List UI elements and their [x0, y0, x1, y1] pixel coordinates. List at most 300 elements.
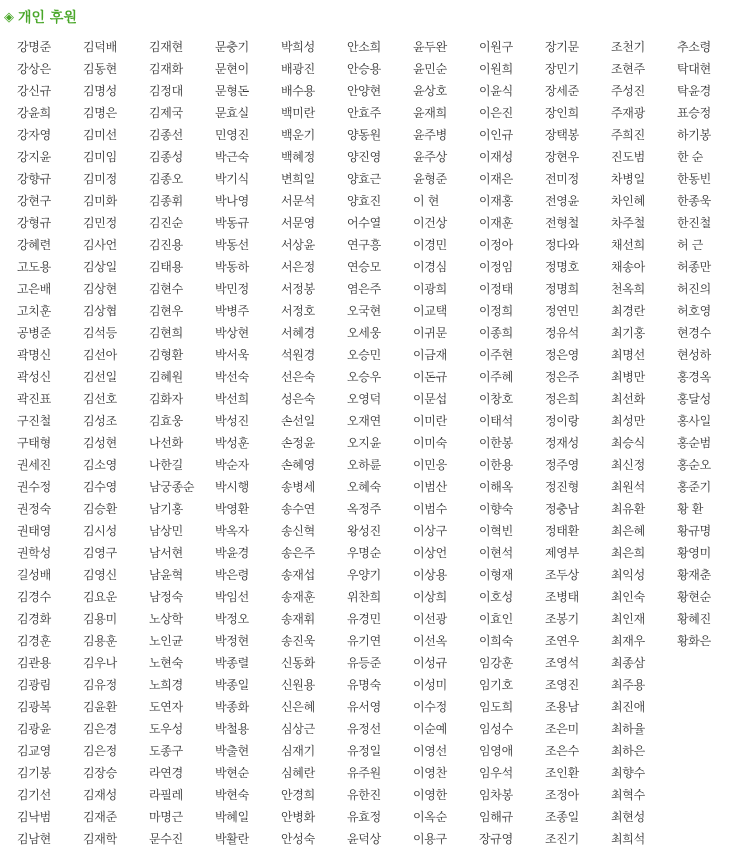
sponsor-name: 최성만: [611, 414, 645, 428]
sponsor-name: 고치훈: [17, 304, 51, 318]
sponsor-name: 박현순: [215, 766, 249, 780]
sponsor-name: 황 환: [677, 502, 704, 516]
sponsor-name: 최진애: [611, 700, 645, 714]
sponsor-name: 김성조: [83, 414, 117, 428]
sponsor-name: 김경수: [17, 590, 51, 604]
sponsor-name: 정재성: [545, 436, 579, 450]
sponsor-name: 이한봉: [479, 436, 513, 450]
sponsor-name: 최익성: [611, 568, 645, 582]
empty-cell: [660, 806, 726, 828]
sponsor-name: 남서현: [149, 546, 183, 560]
sponsor-name: 김미화: [83, 194, 117, 208]
sponsor-name: 박윤경: [215, 546, 249, 560]
sponsor-name: 김재학: [83, 832, 117, 846]
sponsor-name: 황재춘: [677, 568, 711, 582]
sponsor-name: 선은숙: [281, 370, 315, 384]
sponsor-name: 김수영: [83, 480, 117, 494]
sponsor-name: 김미정: [83, 172, 117, 186]
sponsor-name: 박정오: [215, 612, 249, 626]
sponsor-name: 유정일: [347, 744, 381, 758]
sponsor-name: 오승민: [347, 348, 381, 362]
sponsor-name: 권수정: [17, 480, 51, 494]
sponsor-name: 최선화: [611, 392, 645, 406]
sponsor-name: 구진철: [17, 414, 51, 428]
sponsor-name: 남정숙: [149, 590, 183, 604]
sponsor-name: 이현석: [479, 546, 513, 560]
sponsor-name: 조영석: [545, 656, 579, 670]
sponsor-name: 유등준: [347, 656, 381, 670]
sponsor-name: 정은영: [545, 348, 579, 362]
sponsor-name: 김상일: [83, 260, 117, 274]
sponsor-name: 최종삼: [611, 656, 645, 670]
sponsor-name: 조두상: [545, 568, 579, 582]
sponsor-name: 이종희: [479, 326, 513, 340]
sponsor-name: 장택봉: [545, 128, 579, 142]
sponsor-name: 노희경: [149, 678, 183, 692]
sponsor-name: 김선호: [83, 392, 117, 406]
sponsor-name: 박성진: [215, 414, 249, 428]
sponsor-name: 임성수: [479, 722, 513, 736]
sponsor-name: 안양현: [347, 84, 381, 98]
sponsor-name: 이옥순: [413, 810, 447, 824]
sponsor-name: 윤덕상: [347, 832, 381, 846]
sponsor-name: 박종일: [215, 678, 249, 692]
sponsor-name: 한동빈: [677, 172, 711, 186]
sponsor-name: 김윤환: [83, 700, 117, 714]
sponsor-name: 김용훈: [83, 634, 117, 648]
sponsor-name: 이성미: [413, 678, 447, 692]
sponsor-name: 김종휘: [149, 194, 183, 208]
sponsor-name: 차인혜: [611, 194, 645, 208]
sponsor-name: 이돈규: [413, 370, 447, 384]
sponsor-name: 우양기: [347, 568, 381, 582]
sponsor-name: 김현우: [149, 304, 183, 318]
sponsor-name: 안성숙: [281, 832, 315, 846]
sponsor-name: 김성현: [83, 436, 117, 450]
sponsor-name: 박혜일: [215, 810, 249, 824]
sponsor-name: 강형규: [17, 216, 51, 230]
sponsor-name: 전미정: [545, 172, 579, 186]
sponsor-name: 최향수: [611, 766, 645, 780]
sponsor-name: 박은령: [215, 568, 249, 582]
sponsor-name: 김우나: [83, 656, 117, 670]
sponsor-name: 서정봉: [281, 282, 315, 296]
sponsor-name: 박선숙: [215, 370, 249, 384]
sponsor-name: 고은배: [17, 282, 51, 296]
sponsor-name: 유명숙: [347, 678, 381, 692]
sponsor-name: 김기선: [17, 788, 51, 802]
sponsor-name: 백혜정: [281, 150, 315, 164]
sponsor-name: 이영한: [413, 788, 447, 802]
sponsor-name: 이선광: [413, 612, 447, 626]
sponsor-name: 이재홍: [479, 194, 513, 208]
sponsor-name: 김명은: [83, 106, 117, 120]
sponsor-name: 연승모: [347, 260, 381, 274]
sponsor-name: 이영선: [413, 744, 447, 758]
sponsor-name: 윤두완: [413, 40, 447, 54]
sponsor-name: 최은혜: [611, 524, 645, 538]
sponsor-name: 최희석: [611, 832, 645, 846]
sponsor-name: 박출현: [215, 744, 249, 758]
sponsor-name: 배수용: [281, 84, 315, 98]
sponsor-name: 김요운: [83, 590, 117, 604]
sponsor-name: 이정태: [479, 282, 513, 296]
sponsor-name: 박옥자: [215, 524, 249, 538]
sponsor-name: 강지윤: [17, 150, 51, 164]
sponsor-name: 박선희: [215, 392, 249, 406]
sponsor-name: 김제국: [149, 106, 183, 120]
sponsor-name: 남상민: [149, 524, 183, 538]
sponsor-name: 박근숙: [215, 150, 249, 164]
sponsor-name: 심재기: [281, 744, 315, 758]
sponsor-name: 윤형준: [413, 172, 447, 186]
sponsor-name: 안소희: [347, 40, 381, 54]
sponsor-name: 김현수: [149, 282, 183, 296]
sponsor-name: 추소령: [677, 40, 711, 54]
sponsor-name: 장세준: [545, 84, 579, 98]
sponsor-name: 허진의: [677, 282, 711, 296]
sponsor-name: 이재훈: [479, 216, 513, 230]
sponsor-name: 라연경: [149, 766, 183, 780]
sponsor-name: 왕성진: [347, 524, 381, 538]
sponsor-name: 유한진: [347, 788, 381, 802]
sponsor-name: 박정현: [215, 634, 249, 648]
sponsor-name: 김재준: [83, 810, 117, 824]
sponsor-name: 김승환: [83, 502, 117, 516]
sponsor-name: 유기연: [347, 634, 381, 648]
sponsor-name: 송신혁: [281, 524, 315, 538]
sponsor-name: 박상현: [215, 326, 249, 340]
sponsor-name: 이정임: [479, 260, 513, 274]
sponsor-name: 구태형: [17, 436, 51, 450]
sponsor-name: 양진영: [347, 150, 381, 164]
sponsor-name: 조연우: [545, 634, 579, 648]
sponsor-name: 이순예: [413, 722, 447, 736]
sponsor-name: 신동화: [281, 656, 315, 670]
sponsor-name: 황혜진: [677, 612, 711, 626]
sponsor-name: 주재광: [611, 106, 645, 120]
sponsor-name: 박기식: [215, 172, 249, 186]
sponsor-name: 임기호: [479, 678, 513, 692]
sponsor-name: 최승식: [611, 436, 645, 450]
sponsor-name: 황현순: [677, 590, 711, 604]
sponsor-name: 어수열: [347, 216, 381, 230]
sponsor-name: 최하은: [611, 744, 645, 758]
sponsor-name: 박순자: [215, 458, 249, 472]
sponsor-name: 최재우: [611, 634, 645, 648]
sponsor-name: 김민정: [83, 216, 117, 230]
sponsor-name: 최유환: [611, 502, 645, 516]
sponsor-name: 장기문: [545, 40, 579, 54]
sponsor-name: 손선일: [281, 414, 315, 428]
sponsor-name: 송재섭: [281, 568, 315, 582]
sponsor-name: 허 근: [677, 238, 704, 252]
sponsor-name: 탁윤경: [677, 84, 711, 98]
sponsor-name: 김장승: [83, 766, 117, 780]
sponsor-name: 정연민: [545, 304, 579, 318]
sponsor-name: 이미숙: [413, 436, 447, 450]
sponsor-name: 안승용: [347, 62, 381, 76]
sponsor-name: 차병일: [611, 172, 645, 186]
sponsor-name: 홍순범: [677, 436, 711, 450]
sponsor-name: 장규영: [479, 832, 513, 846]
sponsor-name: 안병화: [281, 810, 315, 824]
sponsor-name: 한진철: [677, 216, 711, 230]
sponsor-name: 임강훈: [479, 656, 513, 670]
sponsor-name: 강신규: [17, 84, 51, 98]
sponsor-name: 김진용: [149, 238, 183, 252]
sponsor-name: 이성규: [413, 656, 447, 670]
sponsor-name: 이향숙: [479, 502, 513, 516]
sponsor-name: 이상구: [413, 524, 447, 538]
sponsor-name: 손정윤: [281, 436, 315, 450]
sponsor-name: 김미임: [83, 150, 117, 164]
sponsor-name: 김재현: [149, 40, 183, 54]
sponsor-name: 김관용: [17, 656, 51, 670]
sponsor-name: 홍경옥: [677, 370, 711, 384]
sponsor-name: 조은미: [545, 722, 579, 736]
sponsor-name: 이선옥: [413, 634, 447, 648]
sponsor-name: 이원구: [479, 40, 513, 54]
sponsor-name: 서혜경: [281, 326, 315, 340]
sponsor-name: 김동현: [83, 62, 117, 76]
sponsor-name: 송진욱: [281, 634, 315, 648]
sponsor-name: 조은수: [545, 744, 579, 758]
sponsor-name: 채선희: [611, 238, 645, 252]
sponsor-name: 김남현: [17, 832, 51, 846]
sponsor-name: 김경훈: [17, 634, 51, 648]
sponsor-name: 변희일: [281, 172, 315, 186]
sponsor-name: 권정숙: [17, 502, 51, 516]
sponsor-name: 윤주병: [413, 128, 447, 142]
sponsor-name: 김선일: [83, 370, 117, 384]
diamond-bullet-icon: ◈: [4, 9, 14, 25]
sponsor-name: 이원희: [479, 62, 513, 76]
sponsor-name: 탁대현: [677, 62, 711, 76]
sponsor-name: 오세웅: [347, 326, 381, 340]
sponsor-name: 정주영: [545, 458, 579, 472]
sponsor-name: 이민응: [413, 458, 447, 472]
sponsor-name: 송수연: [281, 502, 315, 516]
sponsor-name: 박시행: [215, 480, 249, 494]
empty-cell: [660, 718, 726, 740]
sponsor-name: 장인희: [545, 106, 579, 120]
sponsor-name: 김상현: [83, 282, 117, 296]
sponsor-name: 유정선: [347, 722, 381, 736]
sponsor-name: 이창호: [479, 392, 513, 406]
sponsor-name: 이희숙: [479, 634, 513, 648]
sponsor-name: 안효주: [347, 106, 381, 120]
sponsor-name: 한종욱: [677, 194, 711, 208]
sponsor-name: 최경란: [611, 304, 645, 318]
sponsor-name: 박철용: [215, 722, 249, 736]
sponsor-name: 김소영: [83, 458, 117, 472]
sponsor-name: 최신정: [611, 458, 645, 472]
sponsor-name: 김현희: [149, 326, 183, 340]
sponsor-name: 고도용: [17, 260, 51, 274]
sponsor-name: 강자영: [17, 128, 51, 142]
sponsor-name: 김은경: [83, 722, 117, 736]
sponsor-name: 석원경: [281, 348, 315, 362]
sponsor-name: 서문석: [281, 194, 315, 208]
sponsor-name: 김종성: [149, 150, 183, 164]
sponsor-name: 안경희: [281, 788, 315, 802]
sponsor-name: 이미란: [413, 414, 447, 428]
sponsor-name: 이범산: [413, 480, 447, 494]
sponsor-name: 강상은: [17, 62, 51, 76]
sponsor-name: 도우성: [149, 722, 183, 736]
sponsor-name: 이건상: [413, 216, 447, 230]
sponsor-name: 유효정: [347, 810, 381, 824]
sponsor-name: 송재휘: [281, 612, 315, 626]
sponsor-name: 현성하: [677, 348, 711, 362]
sponsor-name: 김명성: [83, 84, 117, 98]
sponsor-name: 채송아: [611, 260, 645, 274]
empty-cell: [660, 784, 726, 806]
sponsor-name: 한 순: [677, 150, 704, 164]
sponsor-name: 임차봉: [479, 788, 513, 802]
sponsor-name: 김광복: [17, 700, 51, 714]
sponsor-name: 문형돈: [215, 84, 249, 98]
sponsor-name: 이상희: [413, 590, 447, 604]
sponsor-name: 권세진: [17, 458, 51, 472]
sponsor-name: 나한길: [149, 458, 183, 472]
sponsor-name: 김유정: [83, 678, 117, 692]
sponsor-name: 임영애: [479, 744, 513, 758]
empty-cell: [660, 674, 726, 696]
sponsor-name: 이 현: [413, 194, 440, 208]
sponsor-name: 정은희: [545, 392, 579, 406]
sponsor-name: 김영신: [83, 568, 117, 582]
sponsor-name: 김화자: [149, 392, 183, 406]
sponsor-name: 김낙범: [17, 810, 51, 824]
sponsor-name: 이해옥: [479, 480, 513, 494]
sponsor-name: 권학성: [17, 546, 51, 560]
sponsor-name: 홍달성: [677, 392, 711, 406]
sponsor-name: 조인환: [545, 766, 579, 780]
section-title-text: 개인 후원: [18, 10, 77, 26]
sponsor-name: 김상협: [83, 304, 117, 318]
sponsor-name: 강윤희: [17, 106, 51, 120]
sponsor-name: 나선화: [149, 436, 183, 450]
sponsor-name: 조종일: [545, 810, 579, 824]
empty-cell: [660, 762, 726, 784]
sponsor-name: 노현숙: [149, 656, 183, 670]
sponsor-name: 권태영: [17, 524, 51, 538]
sponsor-name: 조천기: [611, 40, 645, 54]
sponsor-name: 이재성: [479, 150, 513, 164]
sponsor-name: 박종렬: [215, 656, 249, 670]
sponsor-name: 황영미: [677, 546, 711, 560]
sponsor-name: 박성훈: [215, 436, 249, 450]
sponsor-name: 오하륜: [347, 458, 381, 472]
sponsor-name: 이호성: [479, 590, 513, 604]
sponsor-name: 장현우: [545, 150, 579, 164]
sponsor-name: 최원석: [611, 480, 645, 494]
sponsor-name: 양동원: [347, 128, 381, 142]
sponsor-name: 문효실: [215, 106, 249, 120]
sponsor-name: 곽진표: [17, 392, 51, 406]
sponsor-name: 백운기: [281, 128, 315, 142]
sponsor-name: 심혜란: [281, 766, 315, 780]
sponsor-name: 문현이: [215, 62, 249, 76]
sponsor-name: 공병준: [17, 326, 51, 340]
sponsor-name: 박활란: [215, 832, 249, 846]
sponsor-name: 김용미: [83, 612, 117, 626]
sponsor-name: 박동하: [215, 260, 249, 274]
sponsor-name: 이귀문: [413, 326, 447, 340]
sponsor-name: 문충기: [215, 40, 249, 54]
sponsor-name: 최현성: [611, 810, 645, 824]
sponsor-name: 박현숙: [215, 788, 249, 802]
sponsor-name: 이주혜: [479, 370, 513, 384]
sponsor-name: 박나영: [215, 194, 249, 208]
sponsor-name: 이범수: [413, 502, 447, 516]
sponsor-name: 오영덕: [347, 392, 381, 406]
sponsor-name: 허종만: [677, 260, 711, 274]
sponsor-name: 전형철: [545, 216, 579, 230]
sponsor-name: 양효근: [347, 172, 381, 186]
sponsor-name: 라필레: [149, 788, 183, 802]
sponsor-name: 윤민순: [413, 62, 447, 76]
sponsor-name: 정태환: [545, 524, 579, 538]
sponsor-name: 김미선: [83, 128, 117, 142]
sponsor-name: 서문영: [281, 216, 315, 230]
sponsor-name: 곽성신: [17, 370, 51, 384]
sponsor-name: 이효인: [479, 612, 513, 626]
sponsor-name: 홍순오: [677, 458, 711, 472]
sponsor-name: 조현주: [611, 62, 645, 76]
sponsor-name: 김혜원: [149, 370, 183, 384]
empty-cell: [660, 740, 726, 762]
sponsor-name: 강향규: [17, 172, 51, 186]
sponsor-name: 정유석: [545, 326, 579, 340]
sponsor-name: 남궁종순: [149, 480, 195, 494]
sponsor-name: 정이랑: [545, 414, 579, 428]
sponsor-name: 길성배: [17, 568, 51, 582]
sponsor-name: 김은정: [83, 744, 117, 758]
sponsor-name: 김덕배: [83, 40, 117, 54]
sponsor-name: 표승정: [677, 106, 711, 120]
sponsor-name: 도연자: [149, 700, 183, 714]
sponsor-name: 박서욱: [215, 348, 249, 362]
sponsor-name: 김선아: [83, 348, 117, 362]
sponsor-name: 조진기: [545, 832, 579, 846]
sponsor-name: 김경화: [17, 612, 51, 626]
sponsor-name: 하기봉: [677, 128, 711, 142]
sponsor-name: 신원용: [281, 678, 315, 692]
sponsor-name: 이윤식: [479, 84, 513, 98]
sponsor-name: 위찬희: [347, 590, 381, 604]
sponsor-name: 정명희: [545, 282, 579, 296]
sponsor-name: 서은정: [281, 260, 315, 274]
sponsor-name: 조봉기: [545, 612, 579, 626]
sponsor-name: 강혜련: [17, 238, 51, 252]
sponsor-name: 이금재: [413, 348, 447, 362]
sponsor-name: 최혁수: [611, 788, 645, 802]
sponsor-name: 이재은: [479, 172, 513, 186]
sponsor-name: 염은주: [347, 282, 381, 296]
sponsor-name: 이형재: [479, 568, 513, 582]
sponsor-name: 송병세: [281, 480, 315, 494]
section-title: [4, 7, 77, 27]
sponsor-name: 남기홍: [149, 502, 183, 516]
sponsor-name: 윤상호: [413, 84, 447, 98]
sponsor-name: 손혜영: [281, 458, 315, 472]
sponsor-name: 홍준기: [677, 480, 711, 494]
sponsor-name: 김기봉: [17, 766, 51, 780]
sponsor-name: 우명순: [347, 546, 381, 560]
